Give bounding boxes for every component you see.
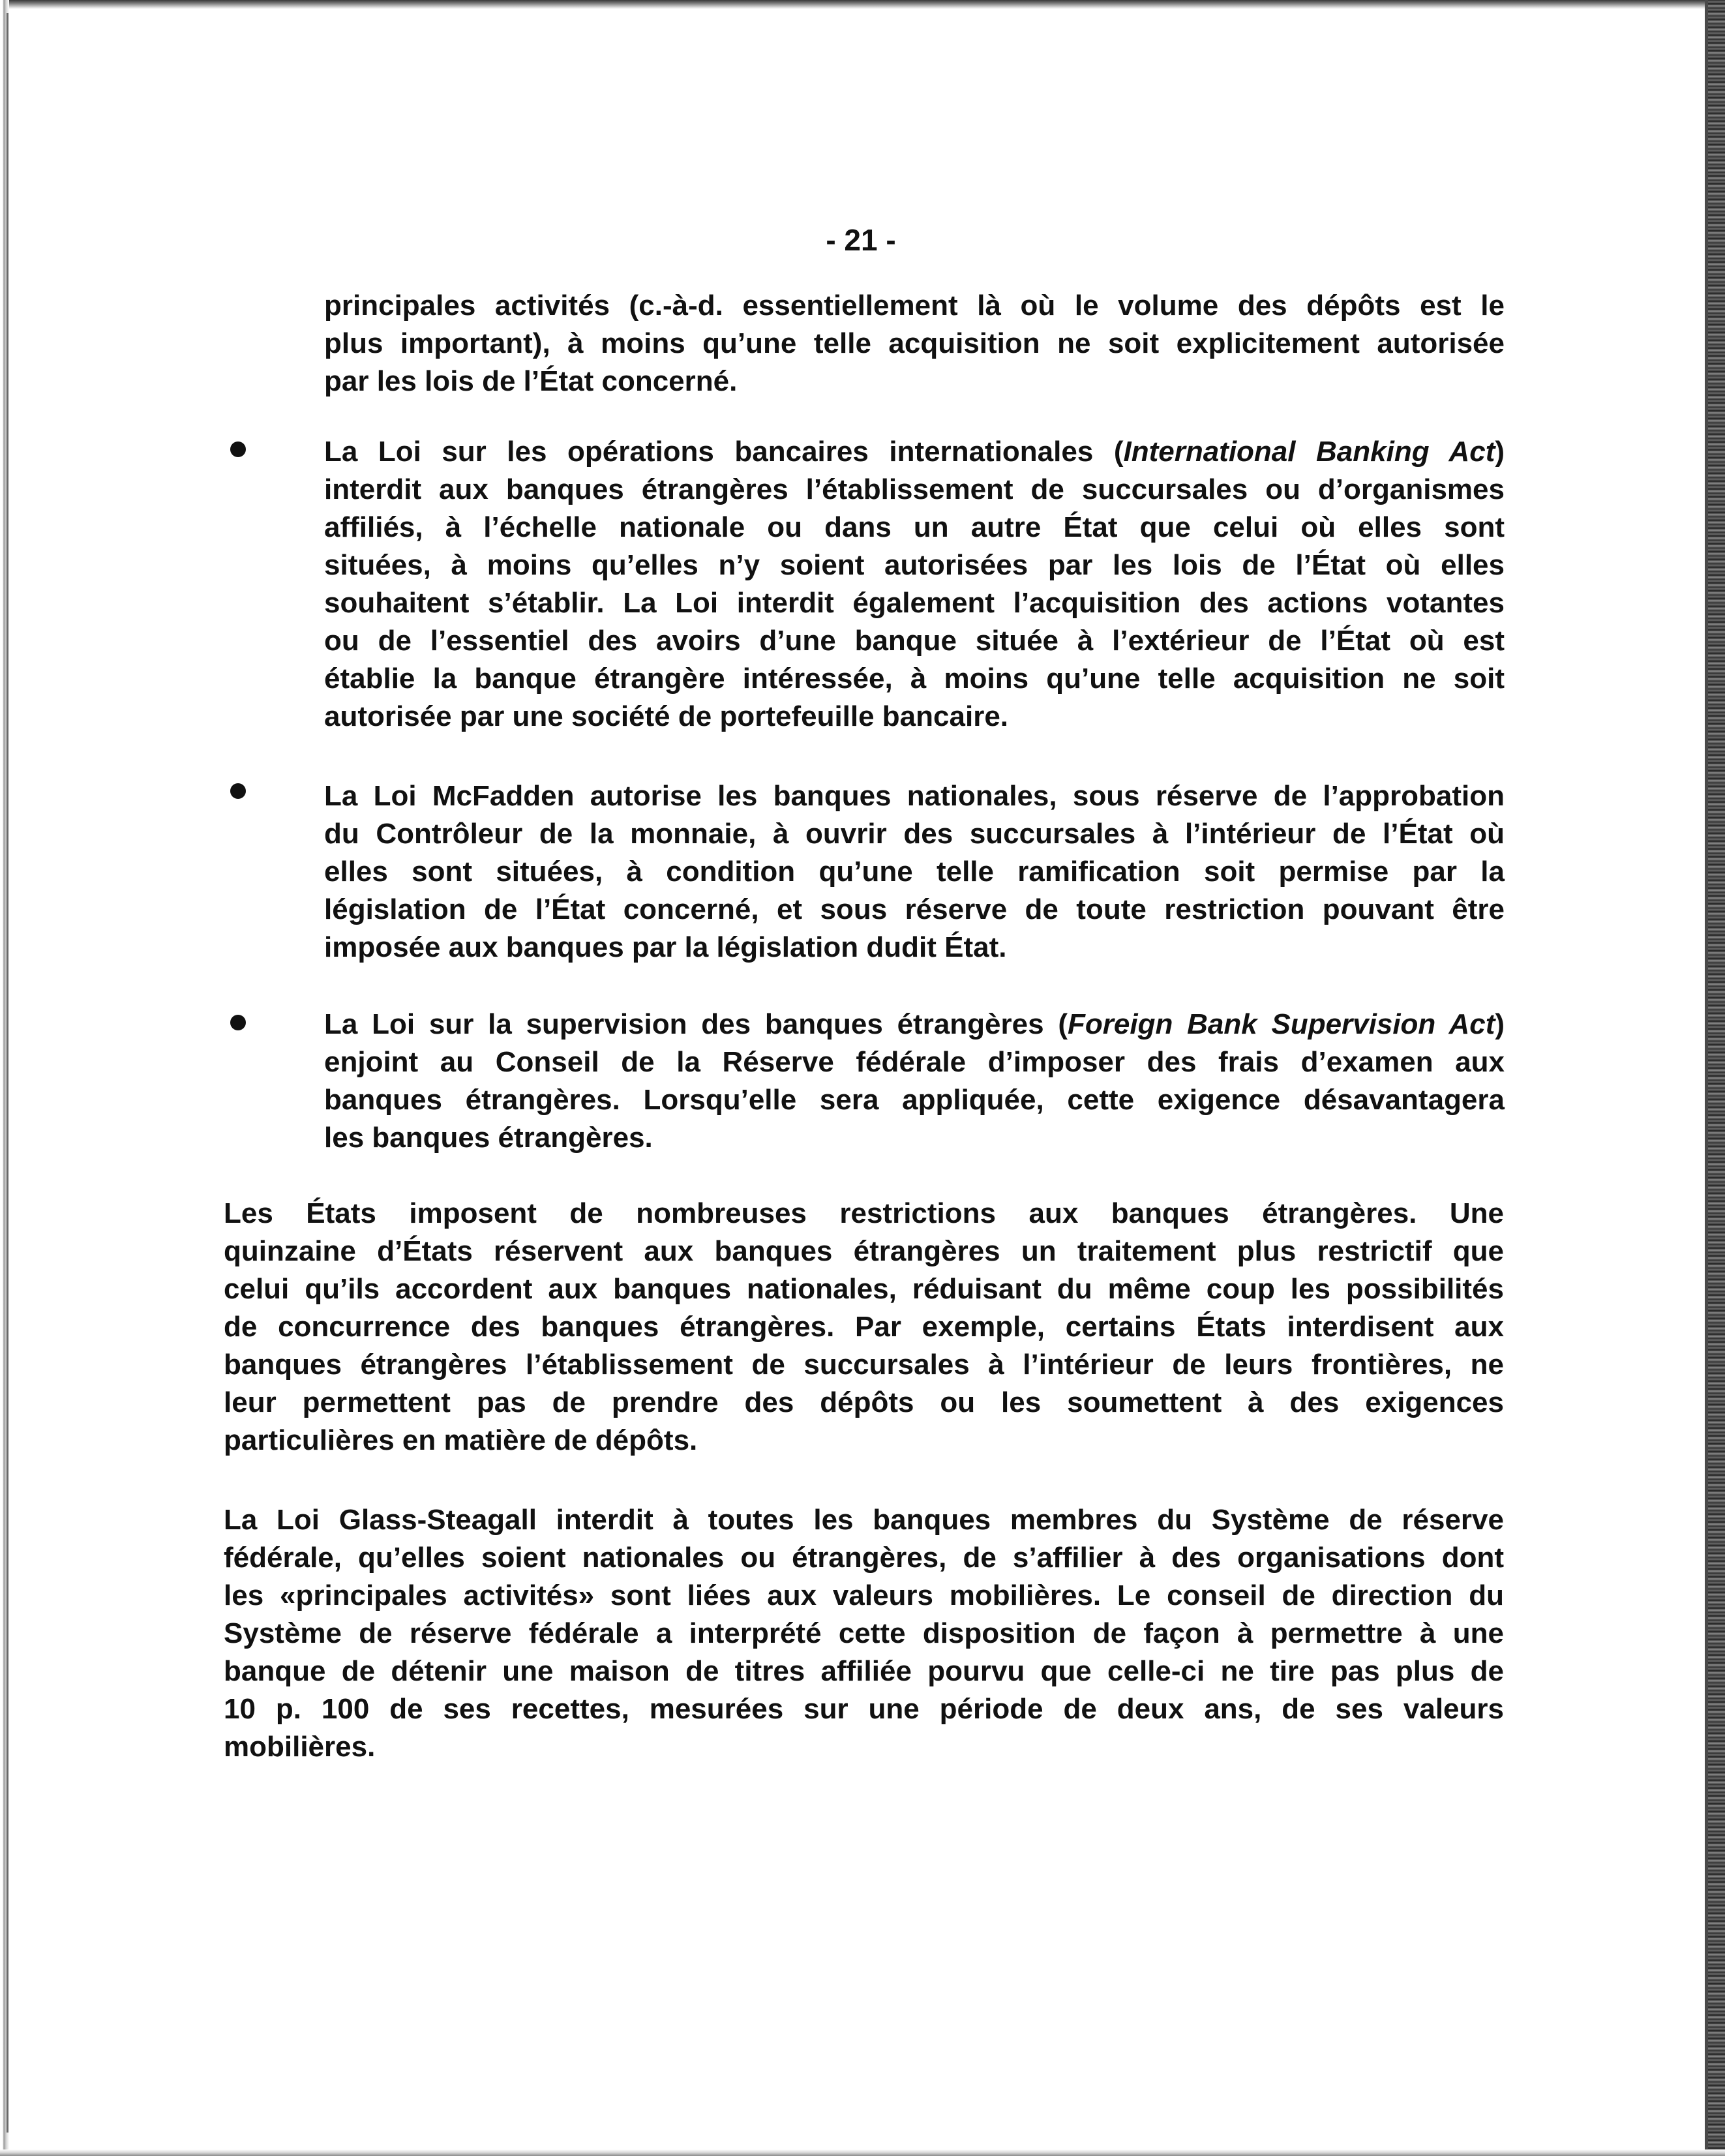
text-line: autorisée par une société de portefeuille bancaire. [324, 700, 1009, 732]
paragraph-glass-steagall [224, 1501, 1504, 1766]
text-line [324, 777, 1505, 815]
text-line: banque de détenir une maison de titres affiliée pourvu que celle-ci ne tire pas plus de [224, 1655, 1504, 1687]
text-line: Les États imposent de nombreuses restrictions aux banques étrangères. Une [224, 1197, 1504, 1229]
text-fragment: La Loi McFadden autorise les banques nationales, sous réserve de l’approbation [324, 780, 1505, 812]
text-line: principales activités (c.-à-d. essentiellement là où le volume des dépôts est le [324, 290, 1505, 322]
text-line: Système de réserve fédérale a interprété cette disposition de façon à permettre à une [224, 1617, 1504, 1649]
text-line: les «principales activités» sont liées aux valeurs mobilières. Le conseil de direction du [224, 1580, 1504, 1611]
text-line: quinzaine d’États réservent aux banques étrangères un traitement plus restrictif que [224, 1235, 1504, 1267]
text-line: plus important), à moins qu’une telle acquisition ne soit explicitement autorisée [324, 327, 1505, 359]
text-fragment: ) [1495, 436, 1505, 468]
text-line: elles sont situées, à condition qu’une telle ramification soit permise par la [324, 856, 1505, 888]
text-line [324, 433, 1505, 471]
page-number: - 21 - [826, 223, 896, 257]
text-line: affiliés, à l’échelle nationale ou dans un autre État que celui où elles sont [324, 511, 1505, 543]
text-line: leur permettent pas de prendre des dépôts ou les soumettent à des exigences [224, 1386, 1504, 1418]
text-line: les banques étrangères. [324, 1122, 653, 1154]
text-line: La Loi Glass-Steagall interdit à toutes les banques membres du Système de réserve [224, 1504, 1504, 1536]
text-line: 10 p. 100 de ses recettes, mesurées sur une période de deux ans, de ses valeurs [224, 1693, 1504, 1725]
scan-edge-right [1708, 0, 1725, 2156]
continuation-paragraph [324, 287, 1505, 400]
bullet-icon [230, 1015, 246, 1030]
text-line: celui qu’ils accordent aux banques nationales, réduisant du même coup les possibilités [224, 1273, 1504, 1305]
paragraph-state-restrictions [224, 1195, 1504, 1460]
bullet-icon [230, 442, 246, 457]
text-line: situées, à moins qu’elles n’y soient autorisées par les lois de l’État où elles [324, 549, 1505, 581]
scan-edge-bottom [0, 2149, 1725, 2156]
text-line: banques étrangères l’établissement de succursales à l’intérieur de leurs frontières, ne [224, 1349, 1504, 1381]
text-line: enjoint au Conseil de la Réserve fédérale d’imposer des frais d’examen aux [324, 1046, 1505, 1078]
text-line: législation de l’État concerné, et sous réserve de toute restriction pouvant être [324, 893, 1505, 925]
text-line: imposée aux banques par la législation dudit État. [324, 931, 1007, 963]
text-line: souhaitent s’établir. La Loi interdit également l’acquisition des actions votantes [324, 587, 1505, 619]
text-line: banques étrangères. Lorsqu’elle sera appliquée, cette exigence désavantagera [324, 1084, 1505, 1116]
act-title-italic: Foreign Bank Supervision Act [1068, 1008, 1495, 1040]
text-line: interdit aux banques étrangères l’établissement de succursales ou d’organismes [324, 473, 1505, 505]
text-fragment: ) [1495, 1008, 1505, 1040]
text-line: du Contrôleur de la monnaie, à ouvrir des succursales à l’intérieur de l’État où [324, 818, 1505, 850]
text-fragment: La Loi sur la supervision des banques étrangères ( [324, 1008, 1068, 1040]
text-line [324, 1006, 1505, 1043]
text-line: établie la banque étrangère intéressée, à moins qu’une telle acquisition ne soit [324, 663, 1505, 695]
text-fragment: La Loi sur les opérations bancaires internationales ( [324, 436, 1124, 468]
text-line: de concurrence des banques étrangères. Par exemple, certains États interdisent aux [224, 1311, 1504, 1343]
bullet-item-foreign-bank-supervision-act [324, 1006, 1505, 1157]
scan-margin-rule [7, 13, 8, 2133]
bullet-item-mcfadden-act [324, 777, 1505, 966]
scan-edge-top [0, 0, 1725, 9]
bullet-icon [230, 783, 246, 799]
text-line: par les lois de l’État concerné. [324, 365, 738, 397]
text-line: fédérale, qu’elles soient nationales ou étrangères, de s’affilier à des organisations dont [224, 1542, 1504, 1574]
bullet-item-international-banking-act [324, 433, 1505, 736]
text-line: particulières en matière de dépôts. [224, 1424, 698, 1456]
text-line: mobilières. [224, 1731, 376, 1763]
text-line: ou de l’essentiel des avoirs d’une banque située à l’extérieur de l’État où est [324, 625, 1505, 657]
act-title-italic: International Banking Act [1123, 436, 1495, 468]
